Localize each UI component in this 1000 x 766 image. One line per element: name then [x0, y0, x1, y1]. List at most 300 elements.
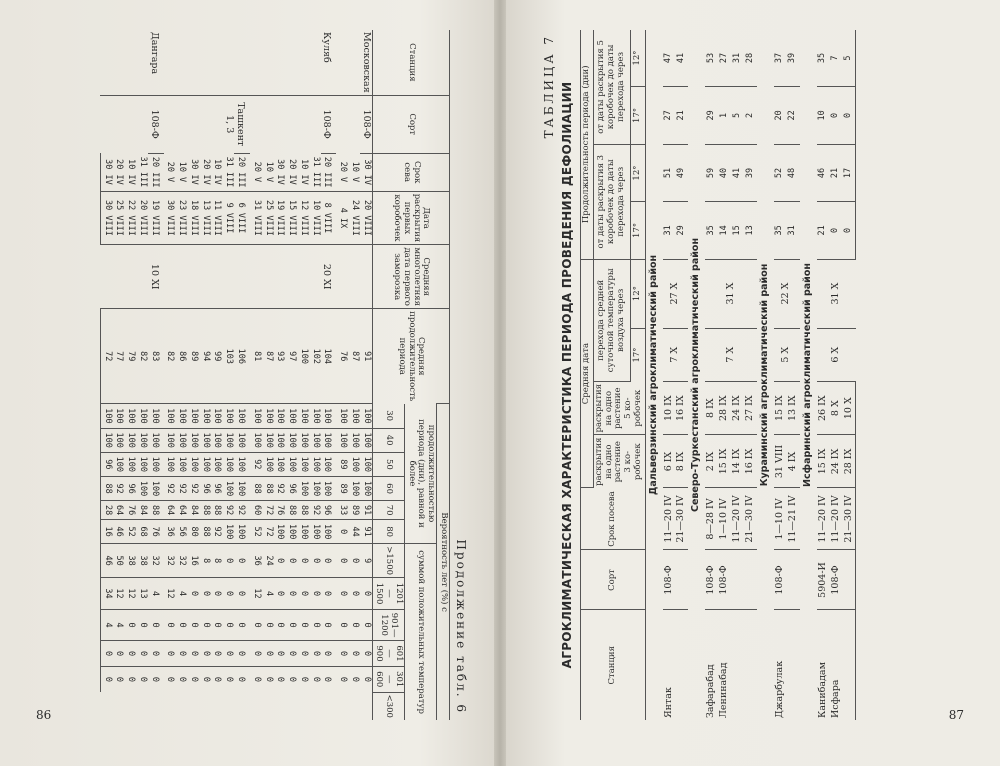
table-cell: 0	[222, 578, 234, 610]
table-cell: 102	[309, 309, 321, 404]
table-cell: 12	[113, 578, 125, 610]
table-cell-d3: 31 VIII	[774, 435, 787, 488]
table-cell: 0	[309, 544, 321, 578]
table-cell: 92	[164, 476, 176, 500]
table-cell: 88	[211, 501, 223, 520]
table-cell: 0	[274, 578, 286, 610]
col-t12: 12°	[630, 30, 645, 87]
table-cell: 0	[211, 666, 223, 692]
table-cell: 88	[297, 501, 309, 520]
table-cell: 96	[199, 476, 211, 500]
table-cell: 92	[250, 452, 262, 476]
table-cell: 84	[136, 501, 148, 520]
region-name: Дальверзинский агроклиматический район	[647, 254, 659, 496]
table-cell-a17: 21	[817, 202, 830, 259]
table-cell-d5: 13 IX	[787, 381, 800, 435]
table-cell-station: Янтак	[662, 687, 674, 718]
table-cell: 0	[297, 578, 309, 610]
table-cell-b12: 39	[787, 30, 800, 87]
table-cell-d5: 27 IX	[744, 381, 757, 435]
table-cell: 100	[222, 520, 234, 544]
station-name: Московская	[360, 32, 372, 93]
table-cell: 0	[309, 610, 321, 641]
table-cell-t17: 6 X	[817, 328, 856, 381]
table-cell-b17: 21	[675, 87, 688, 145]
table-cell-t17: 5 X	[774, 328, 800, 381]
table-cell: 0	[348, 641, 360, 667]
table-cell: 92	[187, 476, 199, 500]
table-cell-sowing: 11—21 IV	[787, 488, 800, 550]
table-cell: 88	[100, 476, 112, 500]
table-cell: 0	[360, 641, 372, 667]
table-cell: 100	[234, 520, 250, 544]
table-cell: 91	[360, 309, 372, 404]
table-cell: 100	[124, 428, 136, 452]
table-cell-station	[675, 610, 688, 720]
table-cell: 30 IV	[275, 159, 286, 185]
col-avg-duration: Средняя продолжительность периода	[372, 309, 449, 404]
table-6-header	[372, 30, 449, 720]
table-cell: 100	[234, 476, 250, 500]
table-cell: 100	[164, 452, 176, 476]
table-cell: 0	[309, 578, 321, 610]
table-cell: 0	[124, 610, 136, 641]
col-t17: 17°	[630, 328, 645, 381]
table-7-rotated	[542, 30, 972, 720]
col-open-one: раскрытия на одно растение 3 ко-робочек	[593, 435, 645, 488]
table-cell: 100	[148, 452, 164, 476]
table-cell: 100	[124, 452, 136, 476]
table-cell: 4	[113, 610, 125, 641]
table-cell: 91	[360, 520, 372, 544]
table-cell: 96	[321, 501, 337, 520]
table-cell: 100	[234, 452, 250, 476]
region-row	[757, 30, 774, 720]
table-cell: 0	[336, 520, 348, 544]
table-cell-d3: 16 IX	[744, 435, 757, 488]
table-cell: 0	[113, 641, 125, 667]
table-cell: 100	[211, 404, 223, 428]
table-6-body	[100, 30, 372, 720]
table-cell-b17: 1	[718, 87, 731, 145]
table-cell: 0	[285, 610, 297, 641]
table-cell: 100	[321, 404, 337, 428]
table-cell: 81	[250, 309, 262, 404]
table-cell: 100	[164, 404, 176, 428]
table-cell: 72	[100, 309, 112, 404]
table-cell: 38	[124, 544, 136, 578]
table-cell: 100	[250, 428, 262, 452]
table-cell: 31 III	[310, 156, 321, 188]
table-cell: 100	[148, 428, 164, 452]
table-cell: 100	[175, 452, 187, 476]
table-cell: 0	[187, 610, 199, 641]
table-cell: 100	[309, 476, 321, 500]
table-cell: 0	[211, 610, 223, 641]
table-cell: 10 IV	[212, 159, 223, 185]
table-cell: 100	[199, 404, 211, 428]
table-cell: 100	[136, 452, 148, 476]
table-row	[817, 30, 830, 720]
table-cell-b17: 0	[830, 87, 843, 145]
table-cell: 38	[136, 544, 148, 578]
col-duration-5: 80	[372, 520, 404, 544]
table-cell-b17: 10	[817, 87, 830, 145]
table-cell: 104	[321, 309, 337, 404]
table-cell: 100	[309, 404, 321, 428]
table-cell: 100	[262, 428, 274, 452]
table-cell: 100	[187, 428, 199, 452]
table-cell: 20 III	[234, 153, 250, 191]
table-cell-t12: 27 X	[663, 259, 689, 328]
table-cell: 0	[321, 641, 337, 667]
table-cell: 72	[262, 501, 274, 520]
table-cell-station: Канибадам	[816, 662, 828, 718]
table-cell: 100	[250, 404, 262, 428]
table-cell-t12: 31 X	[817, 259, 856, 328]
table-cell: 100	[222, 476, 234, 500]
table-cell: 89	[336, 476, 348, 500]
table-cell: 100	[321, 452, 337, 476]
table-cell: 100	[336, 404, 348, 428]
table-cell: 100	[274, 428, 286, 452]
col-group-duration: Продолжительность периода (дни)	[581, 30, 594, 259]
table-cell: 100	[336, 428, 348, 452]
table-cell: 10 IV	[298, 159, 309, 185]
table-cell: 16	[100, 520, 112, 544]
table-cell-station: Джарбулак	[773, 660, 785, 718]
table-cell: 0	[321, 666, 337, 692]
table-cell-b17: 22	[787, 87, 800, 145]
table-cell-a12: 21	[830, 144, 843, 201]
table-6-caption: Продолжение табл. 6	[454, 539, 468, 714]
table-cell: 88	[262, 476, 274, 500]
table-cell: 100	[187, 452, 199, 476]
table-cell: 99	[211, 309, 223, 404]
table-cell: 0	[348, 578, 360, 610]
table-row	[360, 30, 372, 720]
table-cell: 88	[199, 520, 211, 544]
table-cell-variety	[731, 550, 744, 610]
table-cell-b12: 7	[830, 30, 843, 87]
table-cell: 92	[274, 476, 286, 500]
table-cell: 0	[100, 666, 112, 692]
table-cell: 0	[199, 666, 211, 692]
table-cell: 92	[113, 476, 125, 500]
table-cell: 20 III	[321, 153, 337, 191]
table-cell-d3: 24 IX	[830, 435, 843, 488]
table-cell: 100	[360, 452, 372, 476]
table-cell: 23 VIII	[175, 191, 187, 245]
table-cell: 31 III	[137, 156, 148, 188]
col-temp-sum-4: 301—600	[372, 666, 404, 692]
table-cell-d3: 8 IX	[675, 435, 688, 488]
frost-date: 20 XI	[250, 245, 336, 309]
table-cell: 44	[348, 520, 360, 544]
table-cell-b12: 41	[675, 30, 688, 87]
region-row	[800, 30, 817, 720]
table-cell: 100	[274, 404, 286, 428]
table-row	[705, 30, 718, 720]
table-cell: 0	[360, 610, 372, 641]
table-cell: 0	[164, 641, 176, 667]
col-duration-0: 30	[372, 404, 404, 428]
table-cell: 92	[309, 501, 321, 520]
table-cell: 12	[124, 578, 136, 610]
table-cell: 0	[297, 666, 309, 692]
page-number-right: 87	[948, 708, 964, 722]
table-cell-variety: 108-Ф	[705, 550, 718, 610]
table-cell: 100	[321, 428, 337, 452]
table-cell: 0	[274, 544, 286, 578]
table-cell-variety: 108-Ф	[718, 550, 731, 610]
table-cell: 0	[222, 610, 234, 641]
col-station: Станция	[581, 610, 646, 720]
table-cell: 100	[222, 452, 234, 476]
table-cell: 100	[113, 404, 125, 428]
variety-name: 108-Ф	[250, 95, 336, 153]
table-cell: 0	[211, 578, 223, 610]
table-cell: 100	[148, 404, 164, 428]
table-cell: 16	[187, 544, 199, 578]
table-cell: 8 VIII	[321, 191, 337, 245]
table-cell: 19 VIII	[274, 191, 286, 245]
table-row	[148, 30, 164, 720]
table-cell: 33	[336, 501, 348, 520]
table-cell: 100	[309, 520, 321, 544]
table-cell: 0	[164, 666, 176, 692]
table-cell-variety	[787, 550, 800, 610]
table-cell: 100	[285, 452, 297, 476]
col-temp-sum-5: <300	[372, 692, 404, 720]
table-cell: 20 III	[148, 153, 164, 191]
table-cell-d3: 15 IX	[718, 435, 731, 488]
col-t12: 12°	[630, 144, 645, 201]
table-cell: 30 IV	[188, 159, 199, 185]
table-cell: 0	[274, 610, 286, 641]
table-row	[321, 30, 337, 720]
col-temp-sum-1: 1201—1500	[372, 578, 404, 610]
table-cell-a17: 15	[731, 202, 744, 259]
table-cell: 100	[297, 476, 309, 500]
table-cell: 64	[175, 501, 187, 520]
table-cell: 0	[285, 544, 297, 578]
col-frost-date: Средняя многолетняя дата первого заморозка	[372, 245, 449, 309]
table-cell: 30 VIII	[100, 191, 112, 245]
table-cell: 100	[274, 452, 286, 476]
table-cell: 56	[175, 520, 187, 544]
table-7	[580, 30, 856, 720]
variety-name: 108-Ф	[336, 95, 372, 153]
table-cell: 82	[136, 309, 148, 404]
table-7-header	[581, 30, 646, 720]
table-cell-sowing: 21—30 IV	[744, 488, 757, 550]
table-cell-sowing: 8—28 IV	[705, 488, 718, 550]
table-cell: 52	[250, 520, 262, 544]
table-cell: 31 VIII	[250, 191, 262, 245]
col-variety: Сорт	[372, 95, 449, 153]
table-cell: 100	[199, 452, 211, 476]
table-cell: 0	[175, 666, 187, 692]
table-cell: 100	[164, 428, 176, 452]
table-cell: 100	[321, 476, 337, 500]
table-cell-variety	[744, 550, 757, 610]
table-cell: 83	[148, 309, 164, 404]
left-page	[0, 0, 494, 766]
table-cell: 32	[175, 544, 187, 578]
table-cell: 93	[274, 309, 286, 404]
table-cell-a12: 17	[843, 144, 856, 201]
table-cell: 89	[348, 501, 360, 520]
page-number-left: 86	[36, 708, 52, 722]
table-cell-d5: 8 X	[830, 381, 843, 435]
col-duration-2: 50	[372, 452, 404, 476]
table-cell: 100	[187, 404, 199, 428]
table-cell: 100	[348, 404, 360, 428]
table-cell: 100	[175, 428, 187, 452]
table-cell: 0	[348, 666, 360, 692]
table-cell-a17: 31	[663, 202, 676, 259]
table-cell-a12: 39	[744, 144, 757, 201]
table-cell: 31 III	[224, 156, 235, 188]
table-cell-b12: 31	[731, 30, 744, 87]
table-cell: 52	[124, 520, 136, 544]
table-cell-sowing: 21—30 IV	[675, 488, 688, 550]
table-cell: 0	[187, 666, 199, 692]
table-cell: 20 V	[338, 161, 349, 183]
table-cell: 0	[234, 666, 250, 692]
table-cell: 100	[136, 476, 148, 500]
table-cell: 100	[274, 520, 286, 544]
table-cell: 92	[211, 520, 223, 544]
table-cell: 10 V	[177, 161, 188, 183]
table-cell: 103	[222, 309, 234, 404]
table-row	[774, 30, 787, 720]
table-cell: 0	[199, 610, 211, 641]
table-cell: 82	[164, 309, 176, 404]
col-station: Станция	[372, 30, 449, 95]
table-cell-t12: 31 X	[705, 259, 757, 328]
table-cell: 76	[124, 501, 136, 520]
table-cell: 0	[164, 610, 176, 641]
table-cell: 0	[148, 610, 164, 641]
table-cell: 96	[211, 476, 223, 500]
table-cell: 79	[124, 309, 136, 404]
table-cell-b12: 37	[774, 30, 787, 87]
table-cell: 92	[175, 476, 187, 500]
frost-date	[164, 245, 250, 309]
table-cell: 0	[175, 641, 187, 667]
table-cell: 20 V	[165, 161, 176, 183]
table-cell: 0	[148, 641, 164, 667]
table-cell-sowing: 11—20 IV	[817, 488, 830, 550]
table-cell: 100	[113, 428, 125, 452]
table-cell-b17: 2	[744, 87, 757, 145]
table-cell: 20 V	[251, 161, 262, 183]
table-cell-d5: 8 IX	[705, 381, 718, 435]
col-group-transition: перехода средней суточной температуры воздуха через	[593, 259, 630, 381]
table-cell: 100	[199, 428, 211, 452]
table-cell-a17: 29	[675, 202, 688, 259]
col-boll-date: Дата раскрытия первых коробочек	[372, 191, 449, 245]
table-cell: 0	[250, 641, 262, 667]
table-cell: 12 VIII	[297, 191, 309, 245]
table-cell: 0	[199, 578, 211, 610]
table-cell-variety	[675, 550, 688, 610]
table-cell-a12: 46	[817, 144, 830, 201]
table-cell: 0	[234, 641, 250, 667]
table-cell: 0	[336, 641, 348, 667]
table-cell: 88	[285, 501, 297, 520]
table-cell: 100	[234, 404, 250, 428]
table-cell: 18 VIII	[187, 191, 199, 245]
table-cell: 100	[211, 452, 223, 476]
table-cell: 0	[187, 641, 199, 667]
table-cell: 88	[250, 476, 262, 500]
table-cell-sowing: 11—20 IV	[731, 488, 744, 550]
table-cell: 80	[187, 520, 199, 544]
table-cell: 100	[297, 404, 309, 428]
table-cell-a12: 52	[774, 144, 787, 201]
table-cell-station: Ленинабад	[718, 662, 730, 718]
table-cell: 96	[285, 476, 297, 500]
col-duration-1: 40	[372, 428, 404, 452]
table-cell: 12	[164, 578, 176, 610]
table-cell: 100	[175, 404, 187, 428]
table-cell-b12: 27	[718, 30, 731, 87]
region-name: Исфаринский агроклиматический район	[801, 263, 813, 487]
table-cell-a17: 13	[744, 202, 757, 259]
table-cell: 24 VIII	[348, 191, 360, 245]
table-cell: 0	[309, 666, 321, 692]
table-cell: 9 VIII	[222, 191, 234, 245]
table-cell: 0	[136, 610, 148, 641]
col-open-two: раскрытия на одно растение 5 ко-робочек	[593, 381, 645, 435]
table-cell: 0	[199, 641, 211, 667]
table-cell-a12: 49	[675, 144, 688, 201]
table-cell: 100	[297, 309, 309, 404]
table-cell: 76	[148, 520, 164, 544]
table-cell: 100	[100, 428, 112, 452]
table-cell: 100	[348, 452, 360, 476]
table-cell-d5: 10 IX	[663, 381, 676, 435]
table-cell: 0	[113, 666, 125, 692]
table-cell-d3: 15 IX	[817, 435, 830, 488]
table-cell: 84	[187, 501, 199, 520]
col-duration-4: 70	[372, 501, 404, 520]
table-cell: 46	[113, 520, 125, 544]
table-cell: 50	[113, 544, 125, 578]
col-duration-3: 60	[372, 476, 404, 500]
station-name: Куляб	[321, 32, 333, 63]
table-cell: 4 IX	[336, 191, 348, 245]
table-cell: 4	[262, 578, 274, 610]
table-cell: 96	[124, 476, 136, 500]
table-cell: 0	[187, 578, 199, 610]
table-cell-station	[744, 610, 757, 720]
table-cell-station: Зафарабад	[705, 664, 717, 718]
table-cell-b12: 28	[744, 30, 757, 87]
table-cell: 0	[262, 610, 274, 641]
table-cell: 0	[100, 641, 112, 667]
table-cell: 100	[297, 428, 309, 452]
table-cell: 100	[360, 476, 372, 500]
table-cell-d3: 28 IX	[843, 435, 856, 488]
table-cell-d5: 10 X	[843, 381, 856, 435]
table-cell: 77	[113, 309, 125, 404]
table-cell-station	[787, 610, 800, 720]
table-cell: 76	[336, 309, 348, 404]
